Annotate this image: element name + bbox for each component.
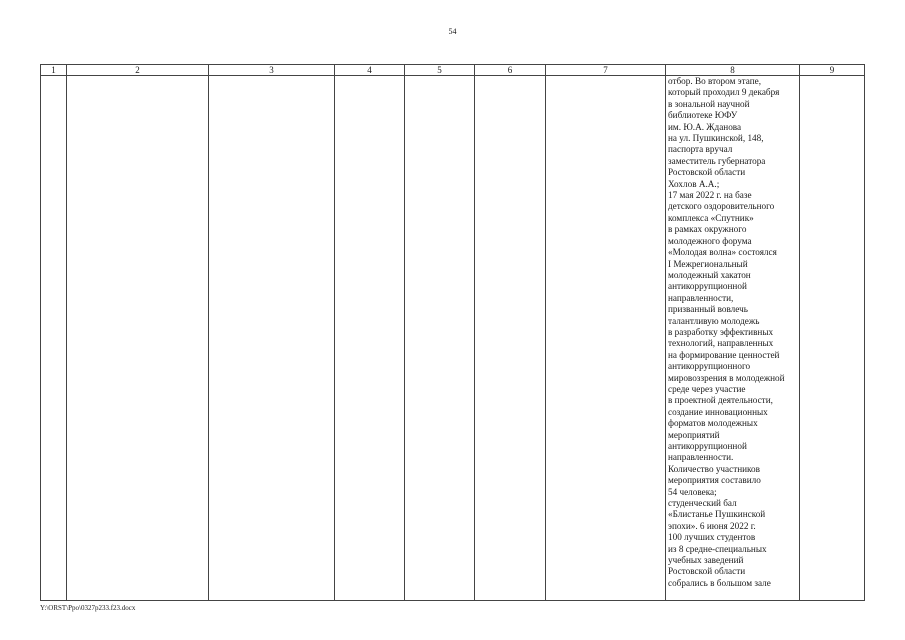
text-line: Ростовской области [668, 566, 746, 577]
text-line: паспорта вручал [668, 144, 733, 155]
text-line: детского оздоровительного [668, 201, 775, 212]
text-line: в зональной научной [668, 98, 750, 109]
text-line: комплекса «Спутник» [668, 212, 754, 223]
column-8-text [666, 76, 799, 589]
text-line: заместитель губернатора [668, 155, 766, 166]
text-line: «Молодая волна» состоялся [668, 247, 777, 258]
column-header-8: 8 [666, 65, 800, 76]
page-number: 54 [448, 27, 457, 36]
cell-col-2 [67, 76, 209, 601]
column-header-3: 3 [209, 65, 335, 76]
text-line: эпохи». 6 июня 2022 г. [668, 520, 756, 531]
column-header-1: 1 [41, 65, 67, 76]
text-line: мероприятий [668, 429, 720, 440]
text-line: студенческий бал [668, 498, 737, 509]
text-line: форматов молодежных [668, 418, 758, 429]
text-line: в рамках окружного [668, 224, 747, 235]
text-line: молодежного форума [668, 235, 752, 246]
text-line: учебных заведений [668, 555, 744, 566]
text-line: собрались в большом зале [668, 577, 771, 588]
text-line: направленности. [668, 452, 734, 463]
text-line: который проходил 9 декабря [668, 87, 780, 98]
text-line: Хохлов А.А.; [668, 178, 720, 189]
text-line: призванный вовлечь [668, 304, 748, 315]
text-line: Ростовской области [668, 167, 746, 178]
text-line: мировоззрения в молодежной [668, 372, 785, 383]
cell-col-4 [335, 76, 405, 601]
cell-col-1 [41, 76, 67, 601]
document-table [40, 64, 865, 601]
text-line: из 8 средне-специальных [668, 543, 767, 554]
text-line: библиотеке ЮФУ [668, 110, 738, 121]
cell-col-5 [405, 76, 475, 601]
text-line: направленности, [668, 292, 734, 303]
cell-col-9 [800, 76, 865, 601]
column-header-6: 6 [475, 65, 546, 76]
column-header-7: 7 [546, 65, 666, 76]
text-line: на формирование ценностей [668, 349, 780, 360]
text-line: талантливую молодежь [668, 315, 760, 326]
cell-col-8 [666, 76, 800, 601]
text-line: молодежный хакатон [668, 269, 751, 280]
text-line: отбор. Во втором этапе, [668, 76, 762, 86]
column-header-5: 5 [405, 65, 475, 76]
text-line: им. Ю.А. Жданова [668, 121, 742, 132]
text-line: I Межрегиональный [668, 258, 748, 269]
text-line: 100 лучших студентов [668, 532, 756, 543]
text-line: мероприятия составило [668, 475, 761, 486]
text-line: 54 человека; [668, 486, 717, 497]
text-line: в проектной деятельности, [668, 395, 773, 406]
text-line: технологий, направленных [668, 338, 774, 349]
text-line: антикоррупционной [668, 441, 747, 451]
cell-col-7 [546, 76, 666, 601]
text-line: среде через участие [668, 383, 746, 394]
cell-col-6 [475, 76, 546, 601]
text-line: 17 мая 2022 г. на базе [668, 190, 752, 201]
footer-file-path: Y:\ORST\Ppo\0327p233.f23.docx [40, 604, 136, 612]
text-line: антикоррупционного [668, 361, 751, 372]
column-header-2: 2 [67, 65, 209, 76]
column-header-9: 9 [800, 65, 865, 76]
text-line: создание инновационных [668, 406, 768, 417]
table-row [41, 76, 865, 601]
text-line: «Блистанье Пушкинской [668, 509, 766, 520]
cell-col-3 [209, 76, 335, 601]
text-line: на ул. Пушкинской, 148, [668, 133, 764, 144]
column-header-4: 4 [335, 65, 405, 76]
text-line: антикоррупционной [668, 281, 747, 292]
header-row [41, 65, 865, 76]
text-line: Количество участников [668, 463, 760, 474]
text-line: в разработку эффективных [668, 326, 774, 337]
